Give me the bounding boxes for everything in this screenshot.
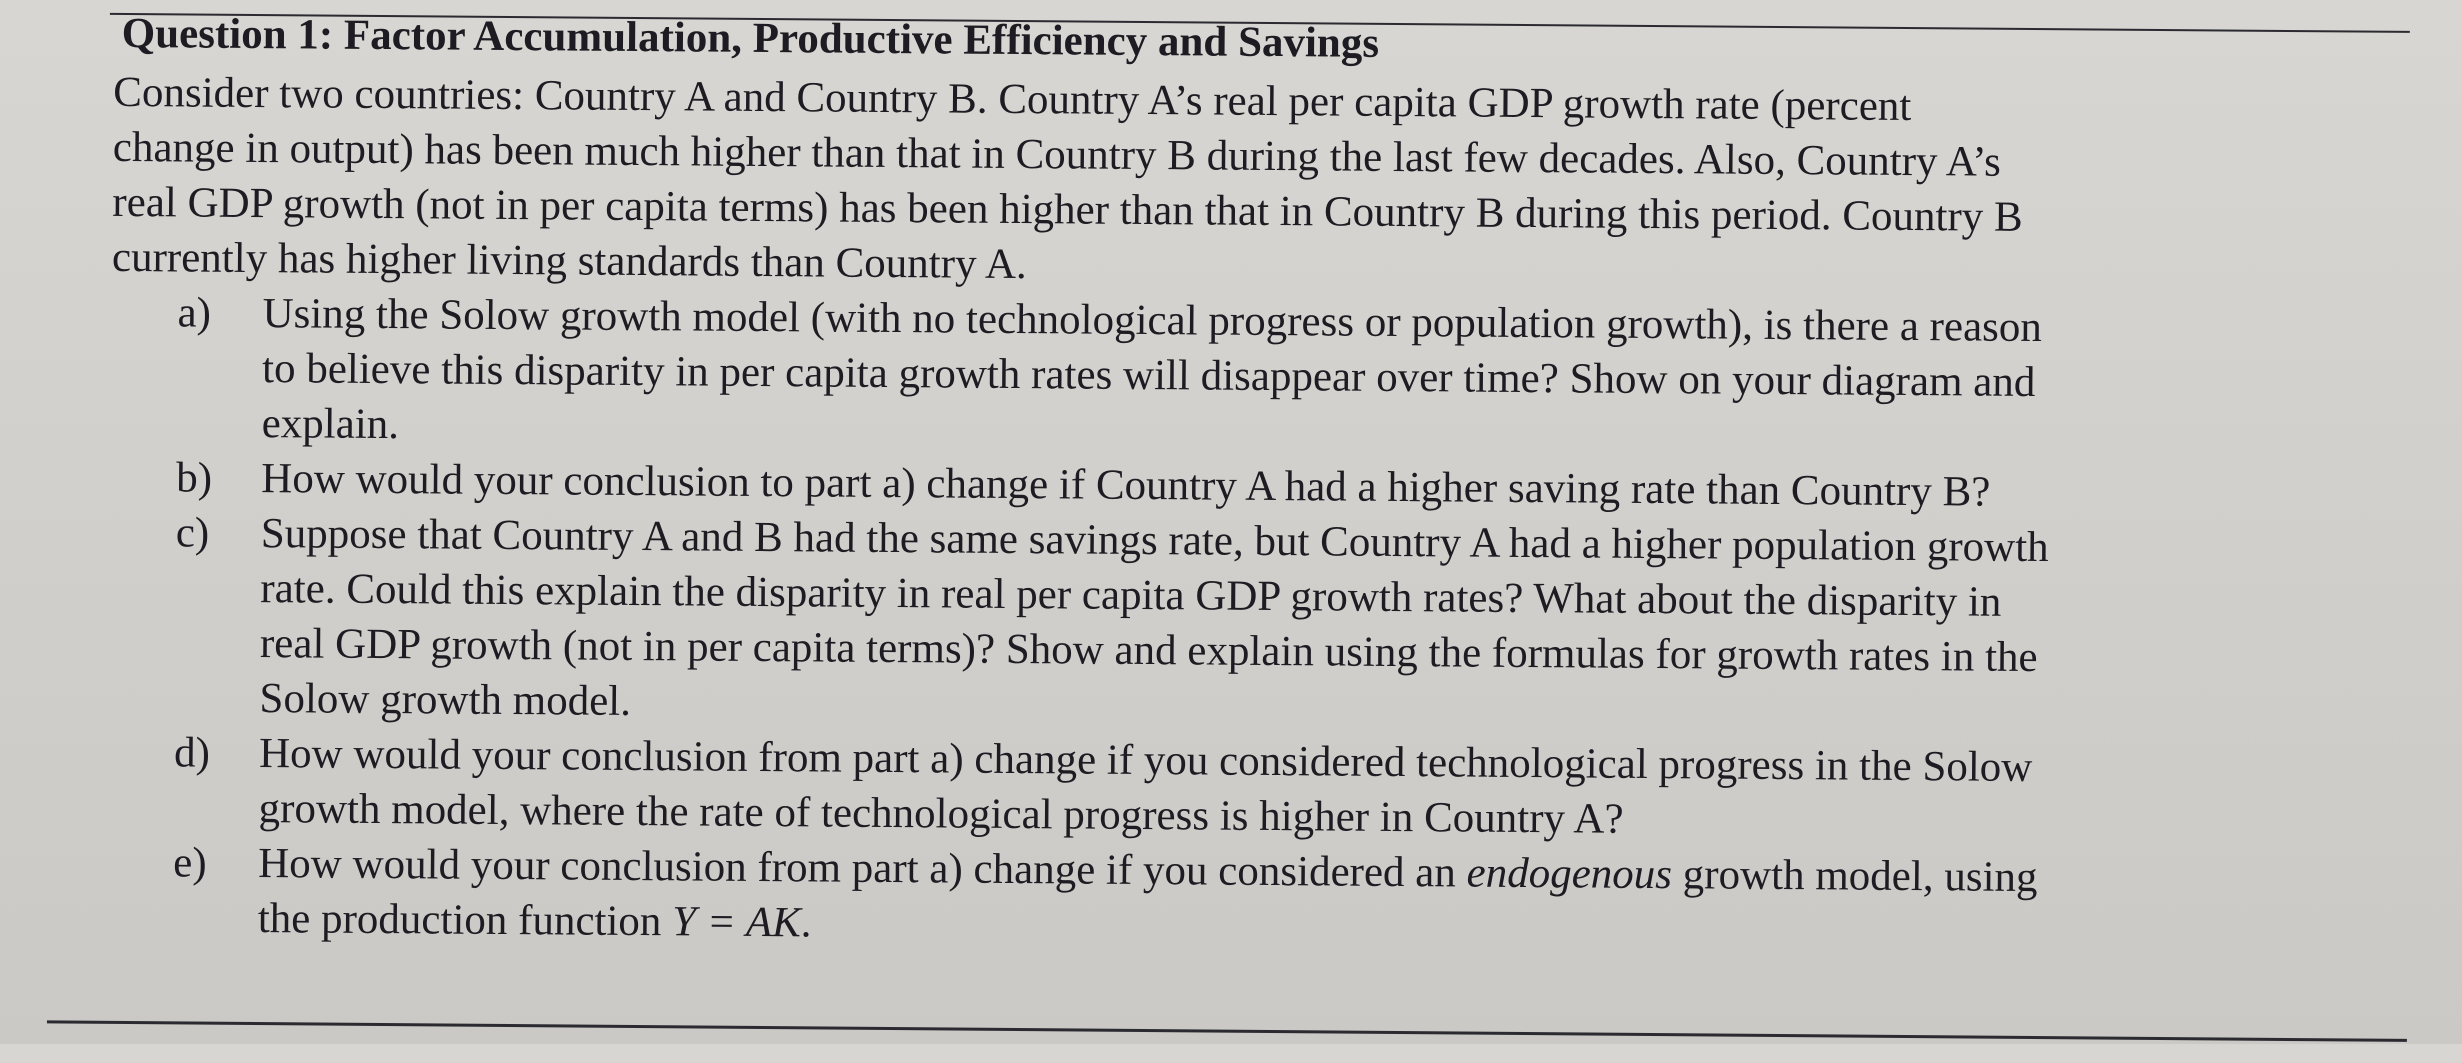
intro-line: change in output) has been much higher than that in Country B during the last few decades. Also, Country A’s	[112, 123, 2002, 186]
part-text	[259, 506, 2458, 743]
part-line: How would your conclusion to part a) change if Country A had a higher saving rate than Country B?	[261, 455, 1991, 516]
text-run: growth model, using	[1671, 851, 2038, 902]
emphasized-term: endogenous	[1466, 849, 1673, 899]
intro-line: real GDP growth (not in per capita terms) has been higher than that in Country B during this period. Country B	[112, 178, 2023, 241]
part-text	[261, 286, 2459, 468]
part-label: e)	[173, 839, 207, 887]
part-label: a)	[177, 289, 212, 337]
question-intro	[112, 65, 2384, 303]
part-e	[173, 835, 2456, 963]
part-text	[258, 836, 2456, 963]
intro-line: Consider two countries: Country A and Country B. Country A’s real per capita GDP growth rate (percent	[113, 68, 1912, 131]
part-line: growth model, where the rate of technological progress is higher in Country A?	[258, 785, 1624, 843]
part-line: Suppose that Country A and B had the same savings rate, but Country A had a higher population growth	[260, 510, 2049, 572]
part-line: How would your conclusion from part a) change if you considered technological progress in the Solow	[258, 730, 2033, 791]
text-run: How would your conclusion from part a) change if you considered an	[258, 840, 1467, 897]
part-label: c)	[175, 509, 210, 557]
text-run: .	[800, 899, 812, 947]
part-label: d)	[173, 729, 211, 777]
part-c	[174, 505, 2458, 743]
part-line: explain.	[261, 400, 400, 449]
part-line: rate. Could this explain the disparity in real per capita GDP growth rates? What about the disparity in	[260, 565, 2002, 626]
intro-line: currently has higher living standards than Country A.	[111, 233, 1027, 289]
part-d	[173, 725, 2456, 853]
bottom-rule	[47, 1020, 2407, 1042]
text-run: the production function	[257, 895, 673, 946]
part-line: Solow growth model.	[259, 675, 632, 725]
part-line: Using the Solow growth model (with no technological progress or population growth), is there a reason	[262, 290, 2043, 352]
part-line: real GDP growth (not in per capita terms)? Show and explain using the formulas for growth rates in the	[259, 620, 2038, 682]
question-title: Question 1: Factor Accumulation, Productive Efficiency and Savings	[121, 9, 1380, 67]
production-function-formula: Y = AK	[671, 898, 801, 947]
part-label: b)	[176, 454, 213, 502]
question-parts	[0, 284, 2460, 963]
part-line: to believe this disparity in per capita growth rates will disappear over time? Show on your diagram and	[261, 345, 2036, 406]
part-text	[258, 726, 2456, 853]
part-a	[176, 285, 2459, 468]
